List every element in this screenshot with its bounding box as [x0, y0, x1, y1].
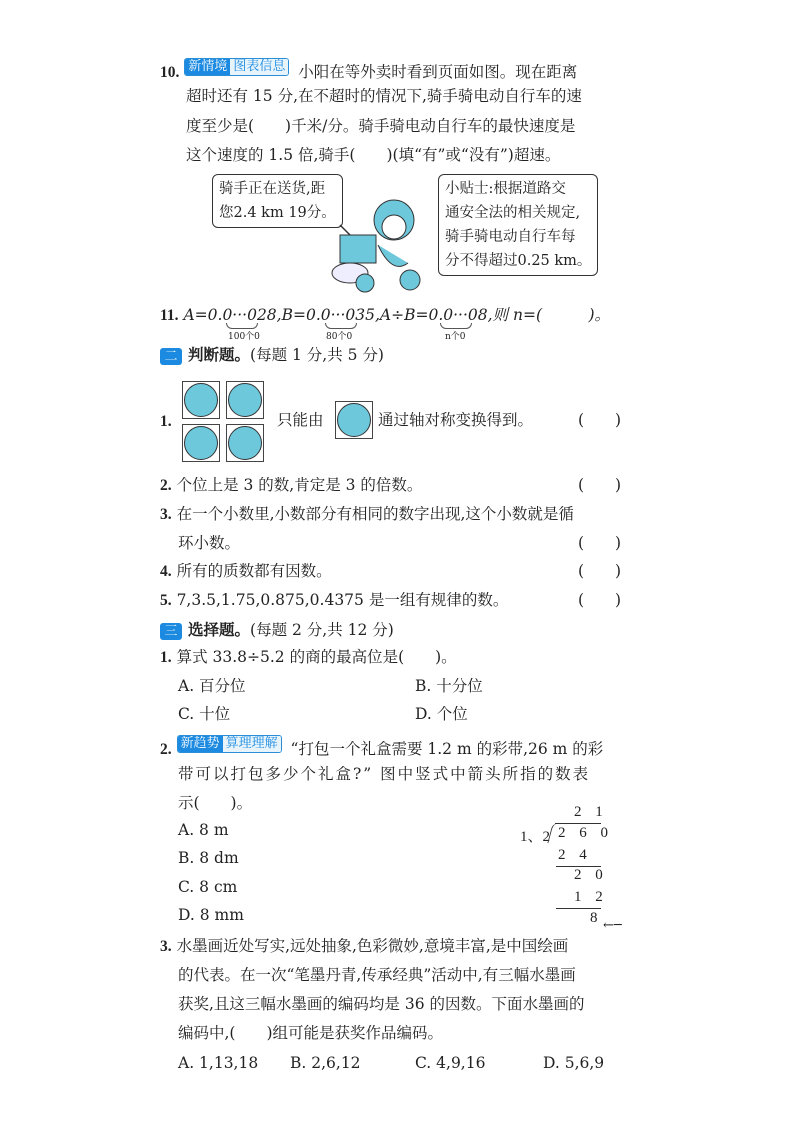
item-number: 3. — [160, 506, 172, 523]
item-text: 带可以打包多少个礼盒?” 图中竖式中箭头所指的数表 — [178, 765, 591, 783]
item-text: 所有的质数都有因数。 — [176, 562, 332, 580]
tag-new-context: 新情境 — [185, 59, 230, 75]
bubble-text: 骑手正在送货,距 — [219, 181, 326, 197]
answer-blank[interactable]: ( ) — [578, 411, 622, 429]
item-number: 1. — [160, 413, 172, 430]
speech-bubble — [212, 174, 343, 228]
option-b[interactable]: B. 8 dm — [178, 849, 239, 867]
option-d[interactable]: D. 个位 — [415, 705, 468, 723]
q10-text: 小阳在等外卖时看到页面如图。现在距离 — [298, 63, 578, 81]
circle-square-icon — [335, 401, 373, 439]
tip-text: 骑手骑电动自行车每 — [445, 229, 576, 245]
underbrace-label: 100个0 — [228, 332, 260, 342]
division-row: 1 2 — [574, 889, 608, 905]
option-c[interactable]: C. 十位 — [178, 705, 231, 723]
section-3-header — [160, 620, 394, 640]
item-text: 只能由 — [277, 411, 324, 429]
section-note: (每题 1 分,共 5 分) — [250, 346, 384, 364]
option-d[interactable]: D. 8 mm — [178, 906, 244, 924]
q10-tag — [184, 58, 289, 76]
section-badge: 二 — [160, 348, 182, 365]
q10-text: 超时还有 15 分,在不超时的情况下,骑手骑电动自行车的速 — [186, 87, 582, 105]
circle-square-icon — [226, 381, 264, 419]
section-title: 选择题。 — [188, 621, 251, 639]
item-text: 通过轴对称变换得到。 — [378, 411, 534, 429]
q10-text: 这个速度的 1.5 倍,骑手( )(填“有”或“没有”)超速。 — [186, 146, 561, 164]
option-b[interactable]: B. 2,6,12 — [290, 1054, 361, 1072]
delivery-rider-illustration — [330, 185, 440, 295]
section-badge: 三 — [160, 623, 182, 640]
circle-square-icon — [182, 424, 220, 462]
item-text: 环小数。 — [178, 534, 241, 552]
item-text: 7,3.5,1.75,0.875,0.4375 是一组有规律的数。 — [176, 591, 509, 609]
item-number: 2. — [160, 477, 172, 494]
item-text: “打包一个礼盒需要 1.2 m 的彩带,26 m 的彩 — [290, 740, 604, 758]
underbrace-label: 80个0 — [326, 332, 353, 342]
divisor: 1、2 — [520, 829, 551, 845]
option-a[interactable]: A. 1,13,18 — [178, 1054, 259, 1072]
item-text: 编码中,( )组可能是获奖作品编码。 — [178, 1024, 444, 1042]
answer-blank[interactable]: ( ) — [578, 562, 622, 580]
item-number: 2. — [160, 741, 172, 758]
tip-text: 通安全法的相关规定, — [445, 205, 581, 221]
tip-text: 分不得超过0.25 km。 — [445, 253, 592, 269]
quotient: 2 1 — [574, 804, 608, 820]
answer-blank[interactable]: ( ) — [578, 476, 622, 494]
tip-box — [438, 174, 598, 276]
tip-text: 小贴士:根据道路交 — [445, 181, 566, 197]
circle-square-icon — [226, 424, 264, 462]
dividend: 2 6 0 — [558, 825, 613, 841]
section-title: 判断题。 — [188, 346, 251, 364]
section-2-header — [160, 345, 384, 365]
remainder: 8 — [590, 910, 603, 926]
division-row: 2 4 — [558, 847, 592, 863]
item-number: 4. — [160, 563, 172, 580]
option-a[interactable]: A. 8 m — [178, 821, 229, 839]
q10-number: 10. — [160, 64, 180, 81]
item-text: 的代表。在一次“笔墨丹青,传承经典”活动中,有三幅水墨画 — [178, 966, 576, 984]
q11-text: A=0.0···028,B=0.0···035,A÷B=0.0···08,则 n=( )。 — [183, 306, 611, 324]
tag-reasoning: 算理理解 — [223, 736, 281, 752]
option-b[interactable]: B. 十分位 — [415, 677, 483, 695]
tag-new-trend: 新趋势 — [178, 736, 223, 752]
circle-square-icon — [182, 381, 220, 419]
q11-number: 11. — [160, 307, 179, 324]
item-text: 在一个小数里,小数部分有相同的数字出现,这个小数就是循 — [176, 505, 574, 523]
answer-blank[interactable]: ( ) — [578, 534, 622, 552]
q10-line1 — [160, 58, 577, 83]
division-row: 2 0 — [574, 867, 608, 883]
arrow-left-icon: ←─ — [603, 918, 622, 933]
q2-tag — [177, 735, 282, 753]
item-text: 个位上是 3 的数,肯定是 3 的倍数。 — [176, 476, 423, 494]
item-number: 5. — [160, 592, 172, 609]
item-number: 3. — [160, 938, 172, 955]
option-a[interactable]: A. 百分位 — [178, 677, 246, 695]
item-text: 水墨画近处写实,远处抽象,色彩微妙,意境丰富,是中国绘画 — [176, 937, 569, 955]
q10-text: 度至少是( )千米/分。骑手骑电动自行车的最快速度是 — [186, 117, 576, 135]
bubble-text: 您2.4 km 19分。 — [219, 205, 336, 221]
section-note: (每题 2 分,共 12 分) — [250, 621, 394, 639]
item-text: 示( )。 — [178, 794, 253, 812]
tag-chart-info: 图表信息 — [230, 59, 288, 75]
answer-blank[interactable]: ( ) — [578, 591, 622, 609]
option-c[interactable]: C. 8 cm — [178, 878, 238, 896]
item-number: 1. — [160, 649, 172, 666]
underbrace-label: n个0 — [445, 332, 466, 342]
option-c[interactable]: C. 4,9,16 — [415, 1054, 486, 1072]
item-text: 获奖,且这三幅水墨画的编码均是 36 的因数。下面水墨画的 — [178, 995, 585, 1013]
option-d[interactable]: D. 5,6,9 — [543, 1054, 605, 1072]
item-text: 算式 33.8÷5.2 的商的最高位是( )。 — [176, 648, 457, 666]
